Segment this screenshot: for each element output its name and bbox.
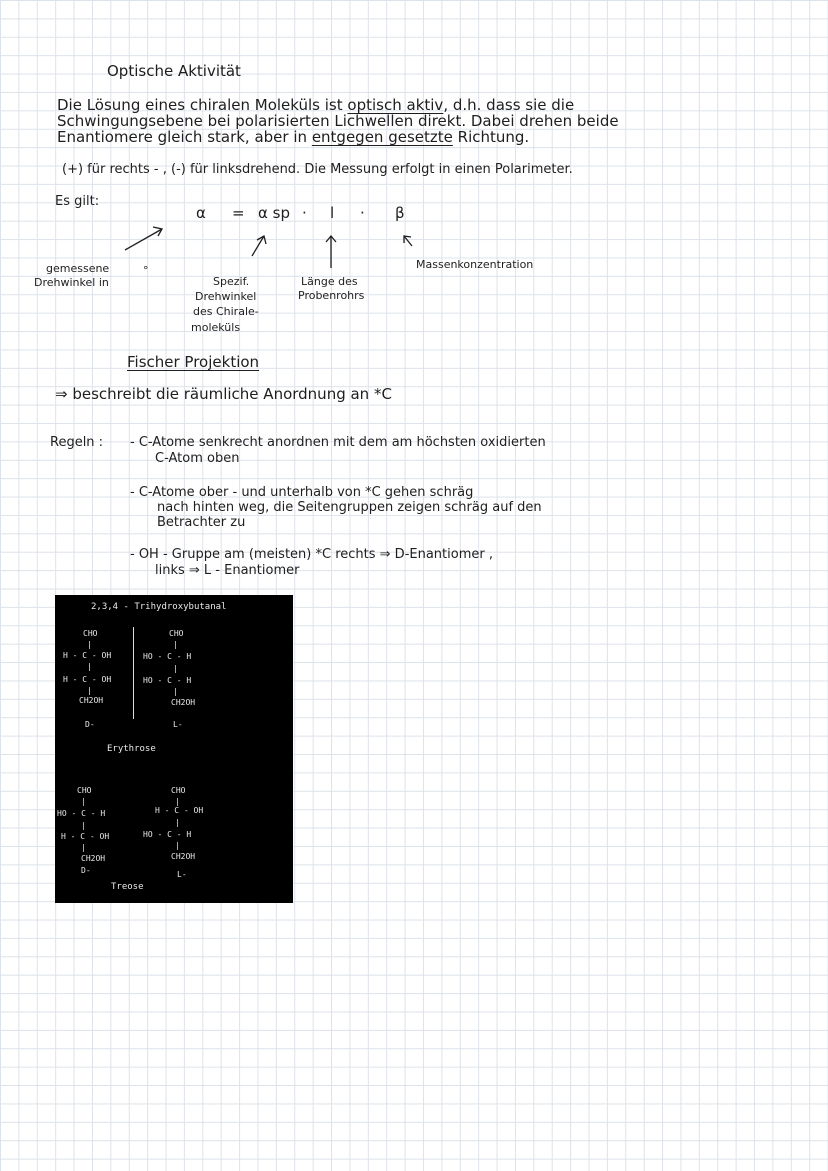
rule-1-line-1: - C-Atome senkrecht anordnen mit dem am höchsten oxidierten (130, 435, 546, 450)
ery-left-2: H - C - OH (63, 651, 112, 660)
thr-right-tag: L- (177, 870, 187, 879)
formula-dot-1: · (302, 204, 307, 222)
ery-left-5: | (87, 686, 92, 695)
intro-line-1-b: , d.h. dass sie die (443, 96, 575, 114)
label-spezif-2: Drehwinkel (195, 290, 257, 303)
thr-right-2: H - C - OH (155, 806, 204, 815)
label-massen: Massenkonzentration (416, 258, 534, 271)
intro-line-4: (+) für rechts - , (-) für linksdrehend. Die Messung erfolgt in einen Polarimeter. (62, 162, 573, 177)
ery-left-0: CHO (83, 629, 98, 638)
thr-right-0: CHO (171, 786, 186, 795)
thr-left-6: CH2OH (81, 854, 106, 863)
formula-dot-2: · (360, 204, 365, 222)
rule-3-line-2: links ⇒ L - Enantiomer (155, 563, 300, 578)
thr-right-1: | (175, 797, 180, 806)
intro-line-1-a: Die Lösung eines chiralen Moleküls ist (57, 96, 343, 114)
rule-2-line-2: nach hinten weg, die Seitengruppen zeigen schräg auf den (157, 500, 542, 515)
label-gemessene-1: gemessene (46, 262, 110, 275)
label-degree: ° (143, 264, 149, 277)
board-title: 2,3,4 - Trihydroxybutanal (91, 602, 227, 612)
thr-left-5: | (81, 843, 86, 852)
formula-beta: β (395, 204, 405, 222)
fischer-desc: ⇒ beschreibt die räumliche Anordnung an *C (55, 385, 392, 403)
regeln-label: Regeln : (50, 435, 104, 450)
ery-right-4: HO - C - H (143, 676, 192, 685)
thr-left-tag: D- (81, 866, 91, 875)
intro-line-3-a: Enantiomere gleich stark, aber in (57, 128, 308, 146)
intro-entgegen: entgegen gesetzte (311, 128, 453, 146)
ery-right-2: HO - C - H (143, 652, 192, 661)
thr-left-4: H - C - OH (61, 832, 110, 841)
es-gilt-label: Es gilt: (55, 194, 100, 209)
label-spezif-1: Spezif. (213, 275, 250, 288)
rule-2-line-1: - C-Atome ober - und unterhalb von *C gehen schräg (130, 485, 474, 500)
label-spezif-4: moleküls (191, 321, 241, 334)
ery-right-5: | (173, 687, 178, 696)
ery-left-3: | (87, 662, 92, 671)
thr-left-3: | (81, 821, 86, 830)
thr-left-1: | (81, 797, 86, 806)
board-divider (133, 627, 134, 719)
ery-right-3: | (173, 664, 178, 673)
formula-equals: = (232, 204, 245, 222)
fischer-projection-board (55, 595, 293, 903)
thr-left-0: CHO (77, 786, 92, 795)
formula-l: l (330, 204, 335, 222)
intro-line-3-b: Richtung. (457, 128, 530, 146)
thr-right-6: CH2OH (171, 852, 196, 861)
page-title: Optische Aktivität (107, 62, 241, 80)
rule-1-line-2: C-Atom oben (155, 451, 240, 466)
thr-right-5: | (175, 841, 180, 850)
formula-alpha-sp: α sp (258, 204, 290, 222)
ery-right-0: CHO (169, 629, 184, 638)
ery-left-6: CH2OH (79, 696, 104, 705)
thr-right-4: HO - C - H (143, 830, 192, 839)
fischer-heading: Fischer Projektion (127, 353, 260, 371)
thr-left-2: HO - C - H (57, 809, 106, 818)
ery-right-6: CH2OH (171, 698, 196, 707)
ery-right-1: | (173, 640, 178, 649)
intro-optisch-aktiv: optisch aktiv (347, 96, 444, 114)
ery-left-tag: D- (85, 720, 95, 729)
ery-name: Erythrose (107, 744, 156, 754)
label-laenge-2: Probenrohrs (298, 289, 365, 302)
rule-2-line-3: Betrachter zu (157, 515, 246, 530)
formula-alpha: α (196, 204, 206, 222)
thr-right-3: | (175, 818, 180, 827)
rule-3-line-1: - OH - Gruppe am (meisten) *C rechts ⇒ D-Enantiomer , (130, 547, 493, 562)
label-gemessene-2: Drehwinkel in (34, 276, 109, 289)
ery-right-tag: L- (173, 720, 183, 729)
ery-left-4: H - C - OH (63, 675, 112, 684)
thr-name: Treose (111, 882, 144, 892)
label-laenge-1: Länge des (301, 275, 358, 288)
ery-left-1: | (87, 640, 92, 649)
intro-line-2: Schwingungsebene bei polarisierten Lichwellen direkt. Dabei drehen beide (57, 112, 619, 130)
label-spezif-3: des Chirale- (193, 305, 259, 318)
